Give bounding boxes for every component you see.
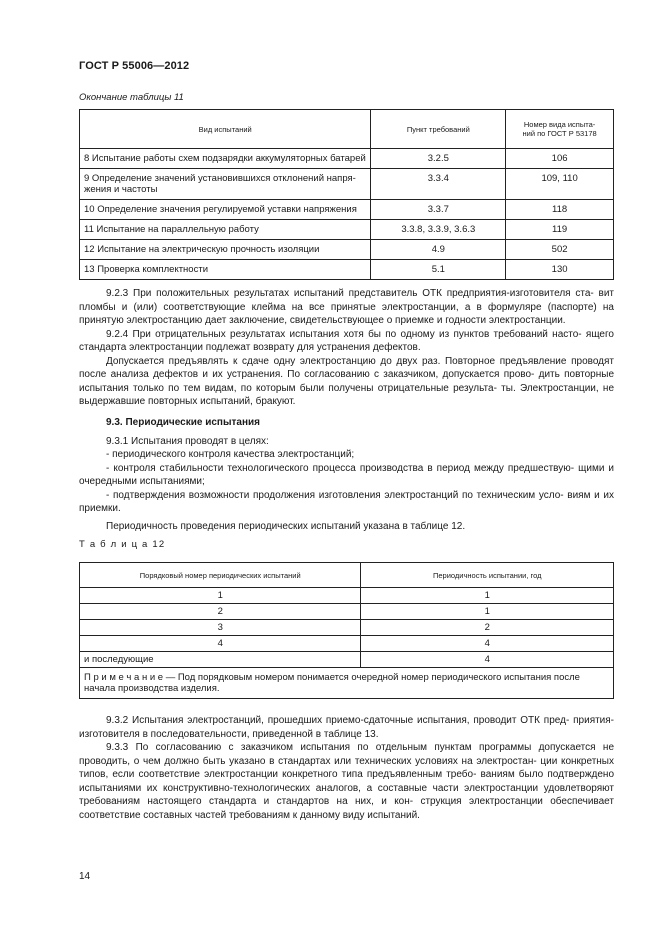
cell-test-type: 11 Испытание на параллельную работу	[80, 220, 371, 240]
cell-point: 5.1	[371, 260, 506, 280]
bullet-item: - периодического контроля качества электростанций;	[106, 449, 355, 460]
cell-test-type: 13 Проверка комплектности	[80, 260, 371, 280]
cell-order: 3	[80, 620, 361, 636]
paragraph-9-3-1: 9.3.1 Испытания проводят в целях:	[106, 435, 269, 447]
cell-point: 3.2.5	[371, 149, 506, 169]
cell-number: 502	[506, 240, 614, 260]
section-9-2-text	[79, 287, 614, 409]
cell-period: 4	[361, 636, 614, 652]
section-heading-9-3: 9.3. Периодические испытания	[106, 417, 260, 428]
table-row	[80, 220, 614, 240]
table11-caption: Окончание таблицы 11	[79, 92, 184, 103]
table-row	[80, 169, 614, 200]
cell-number: 119	[506, 220, 614, 240]
table-12	[79, 562, 614, 699]
cell-test-type: 8 Испытание работы схем подзарядки аккумуляторных батарей	[80, 149, 371, 169]
cell-number: 106	[506, 149, 614, 169]
cell-number: 109, 110	[506, 169, 614, 200]
paragraph-9-2-3: 9.2.3 При положительных результатах испытаний представитель ОТК предприятия-изготовителя ста- вит пломбы и (или) соответствующие клейма на все принятые электростанции, а в формуляре (паспорте) на принятую электростанцию дает заключение, свидетельствующее о приемке и годности электростанции.	[79, 288, 614, 326]
page-number: 14	[79, 871, 91, 882]
cell-test-type: 12 Испытание на электрическую прочность изоляции	[80, 240, 371, 260]
cell-period: 1	[361, 588, 614, 604]
table-row	[80, 260, 614, 280]
col-header-periodicity: Периодичность испытании, год	[361, 563, 614, 588]
bullet-item: - подтверждения возможности продолжения изготовления электростанций по техническим усло- виям и их приемки.	[79, 489, 614, 514]
paragraph-resubmission: Допускается предъявлять к сдаче одну электростанцию до двух раз. Повторное предъявление проводят после анализа дефектов и их устранения. По согласованию с заказчиком, допускается прово- дить повторные испытания только по тем видам, по которым были получены отрицательные результа- ты. Электростанции, не выдержавшие повторных испытаний, бракуют.	[79, 355, 615, 407]
cell-number: 130	[506, 260, 614, 280]
table-note: П р и м е ч а н и е — Под порядковым номером понимается очередной номер периодического испытания после начала производства изделия.	[80, 668, 614, 699]
table-header-row	[80, 563, 614, 588]
cell-order: 2	[80, 604, 361, 620]
cell-order: 1	[80, 588, 361, 604]
col-header-requirement-point: Пункт требований	[371, 110, 506, 149]
paragraph-9-2-4: 9.2.4 При отрицательных результатах испытания хотя бы по одному из пунктов требований насто- ящего стандарта электростанции подлежат возврату для устранения дефектов.	[79, 328, 614, 353]
cell-point: 3.3.7	[371, 200, 506, 220]
table-row	[80, 200, 614, 220]
col-header-test-number: Номер вида испыта- ний по ГОСТ Р 53178	[506, 110, 614, 149]
table-row	[80, 149, 614, 169]
col-header-test-type: Вид испытаний	[80, 110, 371, 149]
table-row	[80, 240, 614, 260]
cell-order: 4	[80, 636, 361, 652]
cell-point: 3.3.4	[371, 169, 506, 200]
table-row	[80, 652, 614, 668]
cell-point: 4.9	[371, 240, 506, 260]
table-row	[80, 604, 614, 620]
table-header-row	[80, 110, 614, 149]
col-header-order-number: Порядковый номер периодических испытаний	[80, 563, 361, 588]
note-label: П р и м е ч а н и е	[84, 672, 164, 683]
table-row	[80, 620, 614, 636]
cell-period: 2	[361, 620, 614, 636]
cell-period: 1	[361, 604, 614, 620]
cell-test-type: 10 Определение значения регулируемой уставки напряжения	[80, 200, 371, 220]
section-9-3-text	[79, 416, 614, 533]
cell-point: 3.3.8, 3.3.9, 3.6.3	[371, 220, 506, 240]
table12-caption: Т а б л и ц а 12	[79, 539, 166, 550]
section-9-3-continued-text	[79, 714, 614, 822]
table-note-row	[80, 668, 614, 699]
cell-order: и последующие	[80, 652, 361, 668]
paragraph-9-3-3: 9.3.3 По согласованию с заказчиком испытания по отдельным пунктам программы допускается не проводить, о чем должно быть указано в стандартах или технических условиях на электростан- ции конкретных типов, если соответствие электростанции конкретного типа предъявленным требо- ваниям было подтверждено испытаниями их конструктивно-технологических аналогов, а составные части электростанции удовлетворяют требованиям настоящего стандарта и стандартов на них, и кон- струкция электростанции обеспечивает соответствие составных частей требованиям к данному виду испытаний.	[79, 742, 615, 821]
paragraph-9-3-2: 9.3.2 Испытания электростанций, прошедших приемо-сдаточные испытания, проводит ОТК пред- приятия-изготовителя в последовательности, приведенной в таблице 13.	[79, 715, 615, 740]
cell-period: 4	[361, 652, 614, 668]
table-row	[80, 588, 614, 604]
paragraph-periodicity: Периодичность проведения периодических испытаний указана в таблице 12.	[106, 520, 466, 532]
standard-header: ГОСТ Р 55006—2012	[79, 60, 190, 72]
table-row	[80, 636, 614, 652]
bullet-item: - контроля стабильности технологического процесса производства в период между предшествую- щими и очередными испытаниями;	[79, 462, 615, 487]
cell-number: 118	[506, 200, 614, 220]
table-11	[79, 109, 614, 280]
cell-test-type: 9 Определение значений установившихся отклонений напря- жения и частоты	[80, 169, 371, 200]
